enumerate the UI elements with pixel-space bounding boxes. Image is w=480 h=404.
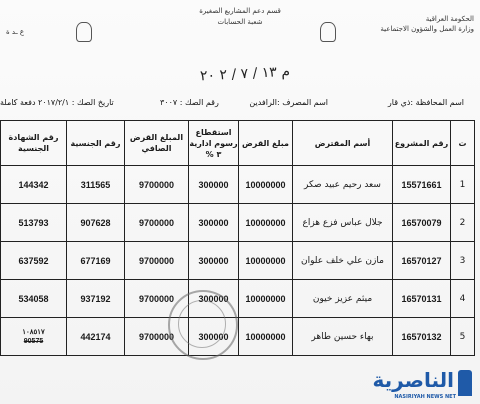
project-number: 16570132 [393, 318, 451, 356]
table-header-row [1, 121, 475, 166]
admin-fee: 300000 [189, 242, 239, 280]
ministry-line-2: وزارة العمل والشؤون الاجتماعية [380, 25, 474, 33]
net-amount: 9700000 [125, 280, 189, 318]
admin-fee: 300000 [189, 280, 239, 318]
ministry-line-1: الحكومة العراقية [425, 15, 474, 23]
national-id: 442174 [67, 318, 125, 356]
nasiriyah-logo [372, 364, 476, 402]
table-row [1, 166, 475, 204]
cert-id: 534058 [1, 280, 67, 318]
logo-english-text: NASIRIYAH NEWS NET [394, 394, 456, 400]
ministry-header [380, 14, 474, 34]
left-header-fragment: ع ـد ة [6, 28, 25, 36]
department-header [140, 6, 340, 28]
borrower-name: ميثم عزيز خيون [293, 280, 393, 318]
loan-amount: 10000000 [239, 166, 293, 204]
department-line-1: قسم دعم المشاريع الصغيرة [199, 7, 281, 15]
governorate-label: اسم المحافظة :ذي قار [387, 98, 464, 107]
admin-fee: 300000 [189, 204, 239, 242]
department-line-2: شعبة الحسابات [217, 18, 263, 26]
col-header-index: ت [451, 121, 475, 166]
loan-amount: 10000000 [239, 242, 293, 280]
row-index: 5 [451, 318, 475, 356]
cert-id-correction: ١٠٨٥١٧ [22, 328, 45, 336]
net-amount: 9700000 [125, 318, 189, 356]
batch-label: دفعة كاملة [0, 98, 36, 107]
cert-id: 144342 [1, 166, 67, 204]
table-row [1, 242, 475, 280]
project-number: 16570127 [393, 242, 451, 280]
project-number: 16570079 [393, 204, 451, 242]
net-amount: 9700000 [125, 242, 189, 280]
cert-id-struck: 90575 [23, 337, 44, 345]
info-line [0, 98, 480, 112]
col-header-cert-id: رقم الشهادة الجنسية [1, 121, 67, 166]
project-number: 15571661 [393, 166, 451, 204]
col-header-net: المبلغ القرض الصافي [125, 121, 189, 166]
national-id: 907628 [67, 204, 125, 242]
table-row [1, 204, 475, 242]
cert-id-corrected [1, 318, 67, 356]
col-header-fee: استقطاع رسوم ادارية ٣ % [189, 121, 239, 166]
row-index: 1 [451, 166, 475, 204]
cert-id: 513793 [1, 204, 67, 242]
logo-arabic-text: الناصرية [372, 368, 454, 392]
bank-label: اسم المصرف :الرافدين [249, 98, 328, 107]
official-stamp-icon [168, 290, 238, 360]
national-id: 937192 [67, 280, 125, 318]
cert-id: 637592 [1, 242, 67, 280]
borrower-name: جلال عباس فزع هزاع [293, 204, 393, 242]
borrower-name: سعد رحيم عبيد صكر [293, 166, 393, 204]
check-number-label: رقم الصك : ٣٠٠٧ [160, 98, 219, 107]
check-date-label: تاريخ الصك : ٢٠١٧/٢/١ [38, 98, 114, 107]
logo-mark-icon [458, 370, 472, 396]
loan-amount: 10000000 [239, 280, 293, 318]
emblem-icon [76, 22, 92, 42]
table-row [1, 280, 475, 318]
row-index: 3 [451, 242, 475, 280]
admin-fee: 300000 [189, 318, 239, 356]
col-header-national-id: رقم الجنسية [67, 121, 125, 166]
col-header-name: أسم المقترض [293, 121, 393, 166]
net-amount: 9700000 [125, 204, 189, 242]
row-index: 2 [451, 204, 475, 242]
borrower-name: مازن علي خلف علوان [293, 242, 393, 280]
national-id: 677169 [67, 242, 125, 280]
project-number: 16570131 [393, 280, 451, 318]
admin-fee: 300000 [189, 166, 239, 204]
col-header-loan: مبلغ القرض [239, 121, 293, 166]
loan-amount: 10000000 [239, 204, 293, 242]
net-amount: 9700000 [125, 166, 189, 204]
borrower-name: بهاء حسين طاهر [293, 318, 393, 356]
col-header-project: رقم المشروع [393, 121, 451, 166]
handwritten-reference: م ١٣ / ٧ / ٢ ٢٠ [199, 63, 291, 85]
row-index: 4 [451, 280, 475, 318]
national-id: 311565 [67, 166, 125, 204]
emblem-icon-right [320, 22, 336, 42]
loan-amount: 10000000 [239, 318, 293, 356]
